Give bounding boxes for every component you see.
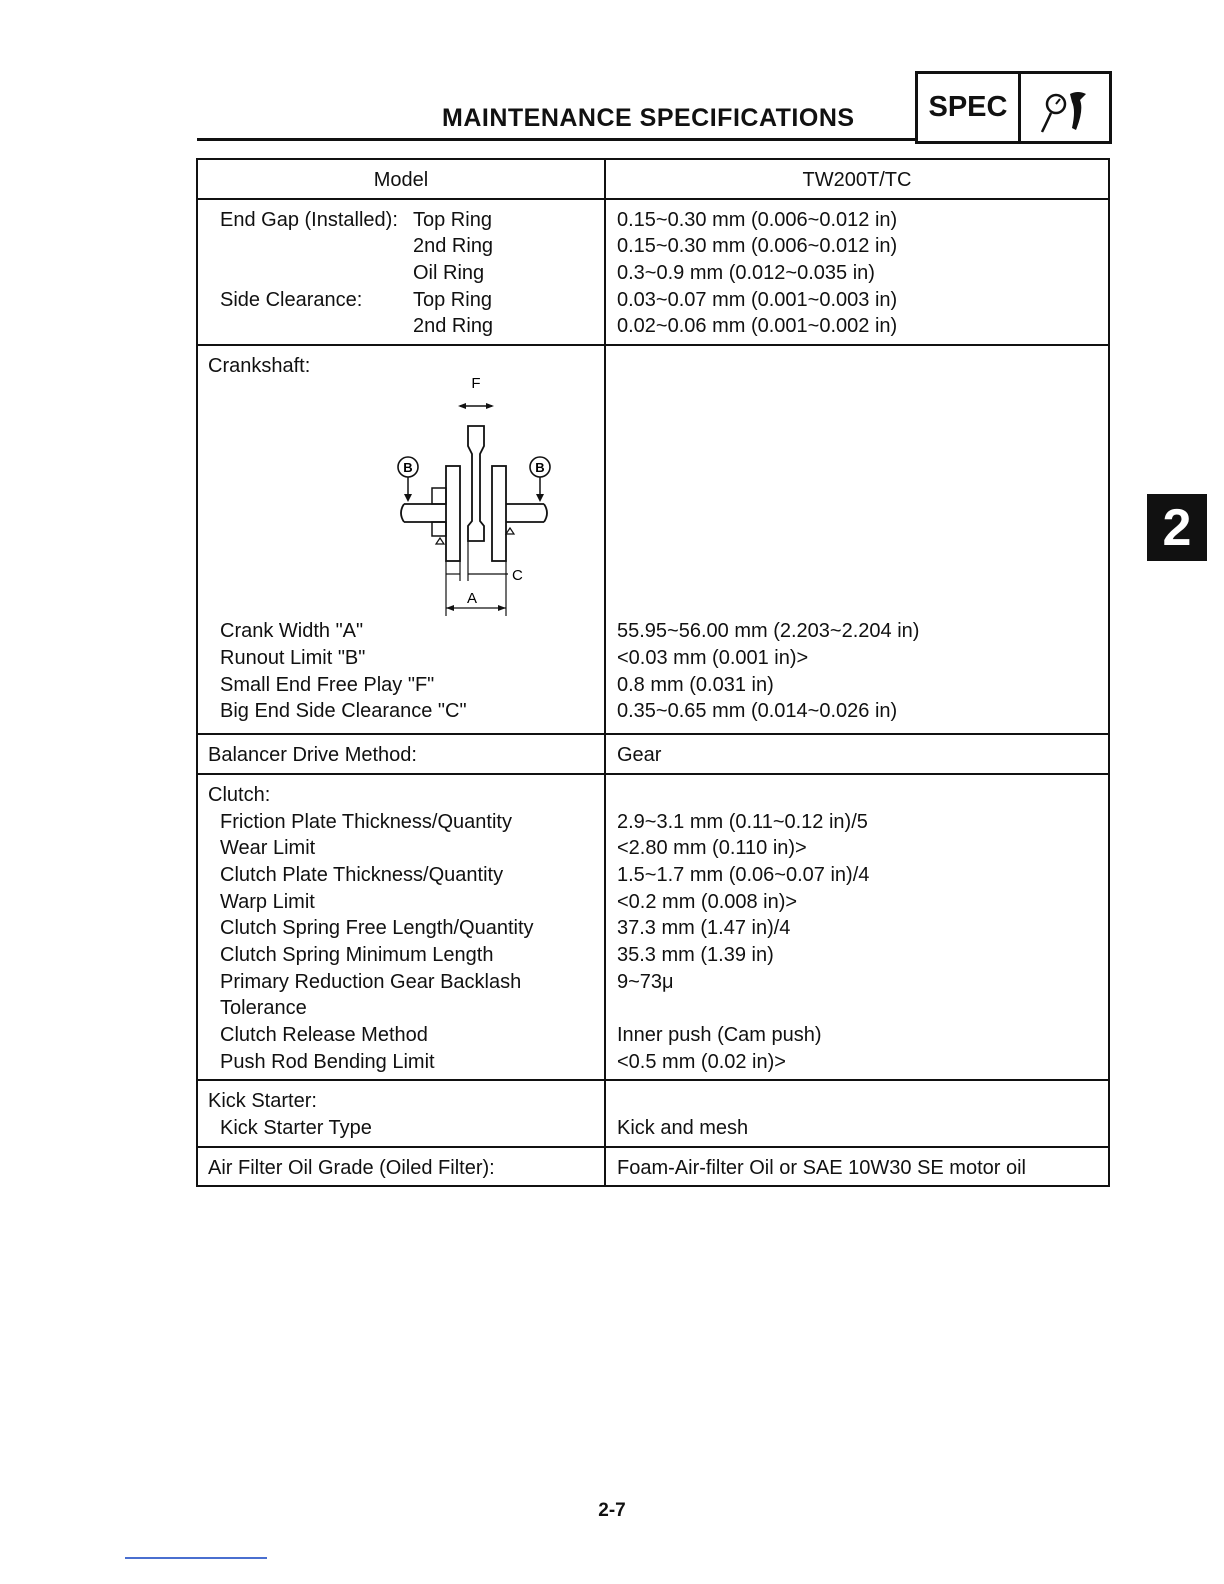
kick-heading: Kick Starter: — [208, 1090, 317, 1113]
crank-value: 0.35~0.65 mm (0.014~0.026 in) — [617, 700, 898, 723]
clutch-value: 37.3 mm (1.47 in)/4 — [617, 917, 791, 940]
diagram-label-a: A — [466, 590, 478, 608]
clutch-label: Warp Limit — [220, 890, 315, 913]
clutch-value: 2.9~3.1 mm (0.11~0.12 in)/5 — [617, 810, 868, 833]
model-value-header: TW200T/TC — [802, 169, 912, 191]
clutch-value: 9~73μ — [617, 970, 674, 993]
diagram-label-b-left: B — [403, 460, 413, 476]
clutch-value: Inner push (Cam push) — [617, 1024, 822, 1046]
clutch-label: Clutch Release Method — [220, 1024, 428, 1046]
clutch-label: Primary Reduction Gear Backlash — [220, 970, 522, 993]
air-filter-value: Foam-Air-filter Oil or SAE 10W30 SE motor oil — [617, 1156, 1026, 1179]
clutch-heading: Clutch: — [208, 783, 271, 806]
page-title: MAINTENANCE SPECIFICATIONS — [442, 104, 855, 132]
ring-row-label: 2nd Ring — [413, 235, 494, 258]
clutch-value: <2.80 mm (0.110 in)> — [617, 837, 807, 860]
table-row — [198, 1146, 1108, 1186]
gauge-wrench-icon — [1021, 74, 1109, 141]
clutch-value: 35.3 mm (1.39 in) — [617, 943, 774, 966]
table-row — [198, 1079, 1108, 1145]
crankshaft-heading: Crankshaft: — [208, 355, 311, 378]
crank-value: 0.8 mm (0.031 in) — [617, 673, 774, 696]
ring-row-label: 2nd Ring — [413, 315, 494, 338]
diagram-label-c: C — [512, 567, 523, 585]
crank-label: Big End Side Clearance "C" — [220, 700, 467, 723]
page-number: 2-7 — [598, 1500, 626, 1521]
clutch-label: Friction Plate Thickness/Quantity — [220, 810, 512, 833]
clutch-label: Wear Limit — [220, 837, 316, 860]
clutch-value: <0.2 mm (0.008 in)> — [617, 890, 798, 913]
ring-row-label: End Gap (Installed): Top Ring — [220, 208, 492, 231]
table-header-row — [198, 160, 1108, 198]
ring-value: 0.03~0.07 mm (0.001~0.003 in) — [617, 288, 898, 311]
crank-label: Runout Limit "B" — [220, 646, 366, 669]
model-header: Model — [373, 169, 429, 191]
spec-label: SPEC — [918, 74, 1021, 141]
diagram-label-b-right: B — [535, 460, 545, 476]
ring-value: 0.15~0.30 mm (0.006~0.012 in) — [617, 208, 898, 231]
crank-value: 55.95~56.00 mm (2.203~2.204 in) — [617, 620, 920, 643]
ring-row-label: Oil Ring — [413, 262, 485, 285]
clutch-label: Push Rod Bending Limit — [220, 1050, 435, 1073]
table-row — [198, 733, 1108, 773]
diagram-label-f: F — [471, 376, 481, 393]
ring-value: 0.3~0.9 mm (0.012~0.035 in) — [617, 262, 875, 285]
table-row — [198, 344, 1108, 733]
clutch-label: Clutch Plate Thickness/Quantity — [220, 863, 504, 886]
crank-value: <0.03 mm (0.001 in)> — [617, 646, 809, 669]
table-row — [198, 773, 1108, 1080]
title-underline — [197, 138, 917, 141]
chapter-tab: 2 — [1147, 494, 1207, 561]
ring-row-label: Side Clearance: Top Ring — [220, 288, 492, 311]
spec-table — [196, 158, 1110, 1187]
crankshaft-diagram — [396, 376, 556, 616]
balancer-value: Gear — [617, 744, 662, 767]
clutch-label: Tolerance — [220, 997, 307, 1020]
clutch-value: <0.5 mm (0.02 in)> — [617, 1050, 786, 1073]
spec-badge — [915, 71, 1112, 144]
clutch-label: Clutch Spring Free Length/Quantity — [220, 917, 534, 940]
ring-value: 0.15~0.30 mm (0.006~0.012 in) — [617, 235, 898, 258]
crank-label: Crank Width "A" — [220, 620, 364, 643]
kick-value: Kick and mesh — [617, 1117, 749, 1140]
kick-label: Kick Starter Type — [220, 1117, 372, 1140]
clutch-value — [617, 995, 1108, 1022]
clutch-label: Clutch Spring Minimum Length — [220, 943, 494, 966]
bottom-underline — [125, 1557, 267, 1559]
crank-label: Small End Free Play "F" — [220, 673, 435, 696]
air-filter-label: Air Filter Oil Grade (Oiled Filter): — [208, 1156, 495, 1179]
balancer-label: Balancer Drive Method: — [208, 744, 417, 767]
clutch-value: 1.5~1.7 mm (0.06~0.07 in)/4 — [617, 863, 870, 886]
ring-value: 0.02~0.06 mm (0.001~0.002 in) — [617, 315, 898, 338]
table-row — [198, 198, 1108, 344]
